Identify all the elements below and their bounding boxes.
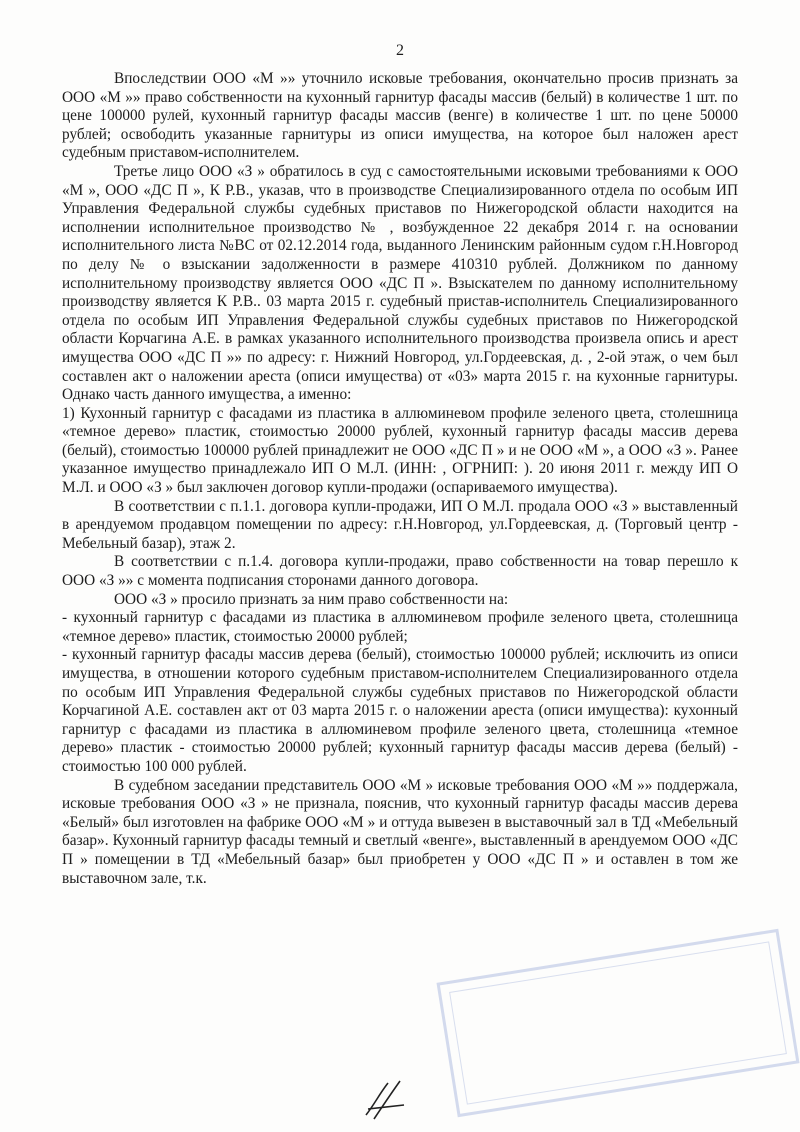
paragraph: 1) Кухонный гарнитур с фасадами из пластика в аллюминевом профиле зеленого цвета, столешница «темное дерево» пластик, стоимостью 20000 рублей, кухонный гарнитур фасады массив дерева (белый), стоимостью 100000 рублей принадлежит не ООО «ДС П » и не ООО «М », а ООО «З ». Ранее указанное имущество принадлежало ИП О М.Л. (ИНН: , ОГРНИП: ). 20 июня 2011 г. между ИП О М.Л. и ООО «З » был заключен договор купли-продажи (оспариваемого имущества). xyxy=(62,404,738,497)
paragraph: ООО «З » просило признать за ним право собственности на: xyxy=(114,590,509,608)
court-stamp xyxy=(436,929,799,1117)
paragraph: В судебном заседании представитель ООО «М » исковые требования ООО «М »» поддержала, исковые требования ООО «З » не признала, пояснив, что кухонный гарнитур фасады массив дерева «Белый» был изготовлен на фабрике ООО «М » и оттуда вывезен в выставочный зал в ТД «Мебельный базар». Кухонный гарнитур фасады темный и светлый «венге», выставленный в арендуемом ООО «ДС П » помещении в ТД «Мебельный базар» был приобретен у ООО «ДС П » и оставлен в том же выставочном зале, т.к. xyxy=(62,776,738,887)
signature-mark xyxy=(360,1075,420,1123)
list-item: - кухонный гарнитур фасады массив дерева (белый), стоимостью 100000 рублей; исключить из описи имущества, в отношении которого судебным приставом-исполнителем Специализированного отдела по особым ИП Управления Федеральной службы судебных приставов по Нижегородской области Корчагиной А.Е. составлен акт от 03 марта 2015 г. о наложении ареста (описи имущества): кухонный гарнитур с фасадами из пластика в аллюминевом профиле зеленого цвета, столешница «темное дерево» пластик - стоимостью 20000 рублей; кухонный гарнитур фасады массив дерева (белый) - стоимостью 100 000 рублей. xyxy=(62,646,738,775)
paragraph: Впоследствии ООО «М »» уточнило исковые требования, окончательно просив признать за ООО «М »» право собственности на кухонный гарнитур фасады массив (белый) в количестве 1 шт. по цене 100000 рулей, кухонный гарнитур фасады массив (венге) в количестве 1 шт. по цене 50000 рублей; освободить указанные гарнитуры из описи имущества, на которое был наложен арест судебным приставом-исполнителем. xyxy=(62,70,738,162)
paragraph: Третье лицо ООО «З » обратилось в суд с самостоятельными исковыми требованиями к ООО «М », ООО «ДС П », К Р.В., указав, что в производстве Специализированного отдела по особым ИП Управления Федеральной службы судебных приставов по Нижегородской области находится на исполнении исполнительное производство № , возбужденное 22 декабря 2014 г. на основании исполнительного листа №ВС от 02.12.2014 года, выданного Ленинским районным судом г.Н.Новгород по делу № о взыскании задолженности в размере 410310 рублей. Должником по данному исполнительному производству является ООО «ДС П ». Взыскателем по данному исполнительному производству является К Р.В.. 03 марта 2015 г. судебный пристав-исполнитель Специализированного отдела по особым ИП Управления Федеральной службы судебных приставов по Нижегородской области Корчагина А.Е. в рамках указанного исполнительного производства произвела опись и арест имущества ООО «ДС П »» по адресу: г. Нижний Новгород, ул.Гордеевская, д. , 2-ой этаж, о чем был составлен акт о наложении ареста (описи имущества) от «03» марта 2015 г. на кухонные гарнитуры. Однако часть данного имущества, а именно: xyxy=(62,162,738,404)
paragraph: В соответствии с п.1.1. договора купли-продажи, ИП О М.Л. продала ООО «З » выставленный в арендуемом продавцом помещении по адресу: г.Н.Новгород, ул.Гордеевская, д. (Торговый центр - Мебельный базар), этаж 2. xyxy=(62,497,738,552)
list-item: - кухонный гарнитур с фасадами из пластика в аллюминевом профиле зеленого цвета, столешница «темное дерево» пластик, стоимостью 20000 рублей; xyxy=(62,609,738,645)
page-number: 2 xyxy=(396,42,404,59)
document-body xyxy=(62,70,738,888)
paragraph: В соответствии с п.1.4. договора купли-продажи, право собственности на товар перешло к ООО «З »» с момента подписания сторонами данного договора. xyxy=(62,553,738,590)
